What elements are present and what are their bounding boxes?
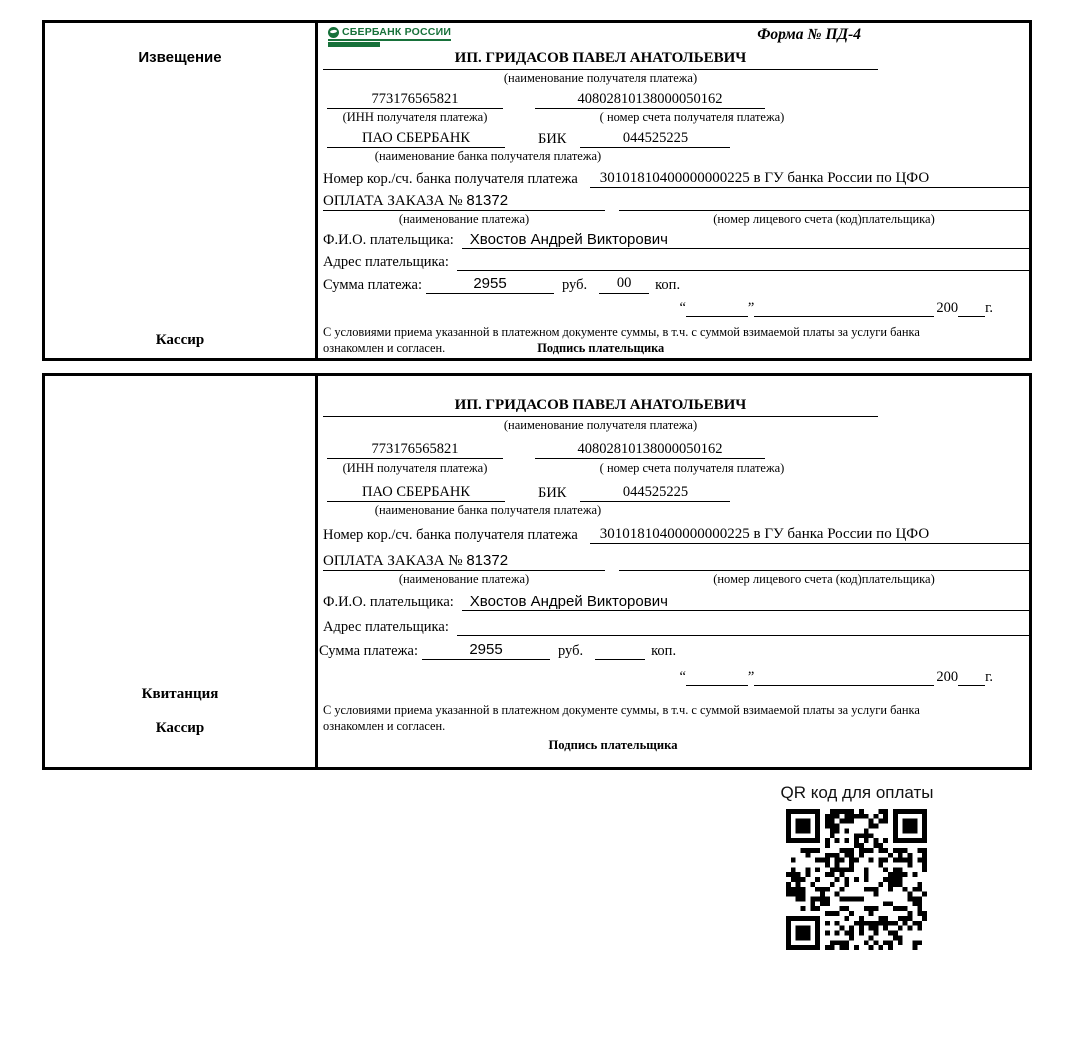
bank-name-field: ПАО СБЕРБАНК (327, 130, 505, 148)
payer-fio-field: Хвостов Андрей Викторович (462, 593, 1029, 611)
kop-label: коп. (651, 643, 677, 659)
rub-label: руб. (562, 277, 588, 293)
account-caption: ( номер счета получателя платежа) (599, 461, 785, 475)
personal-account-field (619, 192, 1029, 211)
payer-address-field (457, 617, 1029, 636)
recipient-name-caption: (наименование получателя платежа) (503, 418, 698, 432)
inn-account-captions (323, 110, 1029, 125)
sberbank-logo (328, 26, 451, 47)
payment-name-field (323, 552, 605, 571)
payment-name-text: ОПЛАТА ЗАКАЗА № (323, 553, 467, 569)
account-field: 40802810138000050162 (535, 441, 765, 459)
notice-header-row (323, 23, 1029, 50)
payer-fio-field: Хвостов Андрей Викторович (462, 231, 1029, 249)
sberbank-tagline-strip (328, 42, 380, 47)
bik-label: БИК (538, 485, 567, 501)
date-row (323, 299, 993, 317)
year-suffix: г. (985, 669, 993, 685)
personal-account-field (619, 552, 1029, 571)
notice-content (318, 23, 1029, 358)
receipt-section (42, 373, 1032, 770)
personal-account-caption: (номер лицевого счета (код)плательщика) (713, 572, 935, 586)
receipt-content (318, 376, 1029, 767)
sum-label: Сумма платежа: (319, 643, 418, 659)
payment-sum-row (319, 641, 1029, 660)
payer-fio-label: Ф.И.О. плательщика: (323, 594, 454, 610)
bank-bik-row (323, 130, 1029, 148)
bank-name-field: ПАО СБЕРБАНК (327, 484, 505, 502)
sum-rub-field: 2955 (426, 275, 554, 294)
payment-name-row (323, 552, 1029, 571)
bik-label: БИК (538, 131, 567, 147)
recipient-name-field: ИП. ГРИДАСОВ ПАВЕЛ АНАТОЛЬЕВИЧ (323, 50, 878, 70)
payer-address-row (323, 252, 1029, 271)
payer-address-row (323, 617, 1029, 636)
agreement-line2: ознакомлен и согласен. (323, 341, 446, 356)
payer-fio-row (323, 593, 1029, 611)
inn-field: 773176565821 (327, 91, 503, 109)
year-suffix: г. (985, 300, 993, 316)
date-month-field (754, 668, 934, 686)
bik-field: 044525225 (580, 130, 730, 148)
corr-account-row (323, 526, 1029, 544)
sum-kop-field: 00 (599, 275, 649, 294)
payer-address-field (457, 252, 1029, 271)
payment-captions-row (323, 572, 1029, 587)
payer-address-label: Адрес плательщика: (323, 619, 449, 635)
sum-rub-field: 2955 (422, 641, 550, 660)
payment-sum-row (323, 275, 1029, 294)
bank-name-caption: (наименование банка получателя платежа) (374, 503, 602, 517)
payer-signature-label: Подпись плательщика (548, 738, 678, 753)
agreement-line2: ознакомлен и согласен. (323, 719, 446, 734)
date-row (323, 668, 993, 686)
bank-name-caption: (наименование банка получателя платежа) (374, 149, 602, 163)
sberbank-emblem-icon (328, 27, 339, 38)
date-day-field (686, 299, 748, 317)
receipt-title: Квитанция (141, 686, 219, 702)
sum-kop-field (595, 641, 645, 660)
bank-bik-row (323, 484, 1029, 502)
close-quote: ” (747, 300, 755, 316)
sberbank-logo-row (328, 26, 451, 41)
kop-label: коп. (655, 277, 681, 293)
agreement-line2-row (323, 340, 1029, 356)
payment-name-field (323, 192, 605, 211)
bik-field: 044525225 (580, 484, 730, 502)
date-day-field (686, 668, 748, 686)
inn-caption: (ИНН получателя платежа) (342, 461, 488, 475)
receipt-side-column (45, 376, 318, 767)
sum-label: Сумма платежа: (323, 277, 422, 293)
recipient-name-field: ИП. ГРИДАСОВ ПАВЕЛ АНАТОЛЬЕВИЧ (323, 397, 878, 417)
corr-account-field: 30101810400000000225 в ГУ банка России по ЦФО (590, 526, 1029, 544)
form-number-label: Форма № ПД-4 (757, 26, 861, 43)
corr-account-label: Номер кор./сч. банка получателя платежа (323, 171, 578, 187)
close-quote: ” (747, 669, 755, 685)
open-quote: “ (679, 669, 686, 685)
qr-label: QR код для оплаты (780, 783, 934, 802)
payer-address-label: Адрес плательщика: (323, 254, 449, 270)
receipt-cashier-label: Кассир (155, 720, 205, 736)
payment-name-row (323, 192, 1029, 211)
rub-label: руб. (558, 643, 584, 659)
corr-account-field: 30101810400000000225 в ГУ банка России по ЦФО (590, 170, 1029, 188)
inn-field: 773176565821 (327, 441, 503, 459)
agreement-block (323, 324, 1029, 356)
account-caption: ( номер счета получателя платежа) (599, 110, 785, 124)
qr-code (786, 809, 927, 950)
inn-account-captions (323, 461, 1029, 476)
order-number: 81372 (466, 552, 509, 569)
agreement-block (323, 702, 1029, 734)
payment-name-caption: (наименование платежа) (398, 572, 530, 586)
year-field (958, 299, 985, 317)
corr-account-label: Номер кор./сч. банка получателя платежа (323, 527, 578, 543)
payment-captions-row (323, 212, 1029, 227)
notice-section (42, 20, 1032, 361)
agreement-line1: С условиями приема указанной в платежном документе суммы, в т.ч. с суммой взимаемой платы за услуги банка (323, 703, 920, 717)
inn-account-row (323, 91, 1029, 109)
agreement-line1: С условиями приема указанной в платежном документе суммы, в т.ч. с суммой взимаемой платы за услуги банка (323, 325, 920, 339)
sberbank-logo-text: СБЕРБАНК РОССИИ (342, 26, 452, 38)
payment-name-caption: (наименование платежа) (398, 212, 530, 226)
year-prefix: 200 (936, 300, 959, 316)
payer-fio-label: Ф.И.О. плательщика: (323, 232, 454, 248)
notice-title: Извещение (138, 49, 222, 66)
payment-name-text: ОПЛАТА ЗАКАЗА № (323, 193, 467, 209)
inn-account-row (323, 441, 1029, 459)
year-field (958, 668, 985, 686)
recipient-name-caption: (наименование получателя платежа) (503, 71, 698, 85)
account-field: 40802810138000050162 (535, 91, 765, 109)
inn-caption: (ИНН получателя платежа) (342, 110, 488, 124)
notice-cashier-label: Кассир (155, 332, 205, 348)
payer-fio-row (323, 231, 1029, 249)
personal-account-caption: (номер лицевого счета (код)плательщика) (713, 212, 935, 226)
order-number: 81372 (466, 192, 509, 209)
payer-signature-label: Подпись плательщика (537, 341, 665, 356)
year-prefix: 200 (936, 669, 959, 685)
notice-side-column (45, 23, 318, 358)
corr-account-row (323, 170, 1029, 188)
date-month-field (754, 299, 934, 317)
open-quote: “ (679, 300, 686, 316)
